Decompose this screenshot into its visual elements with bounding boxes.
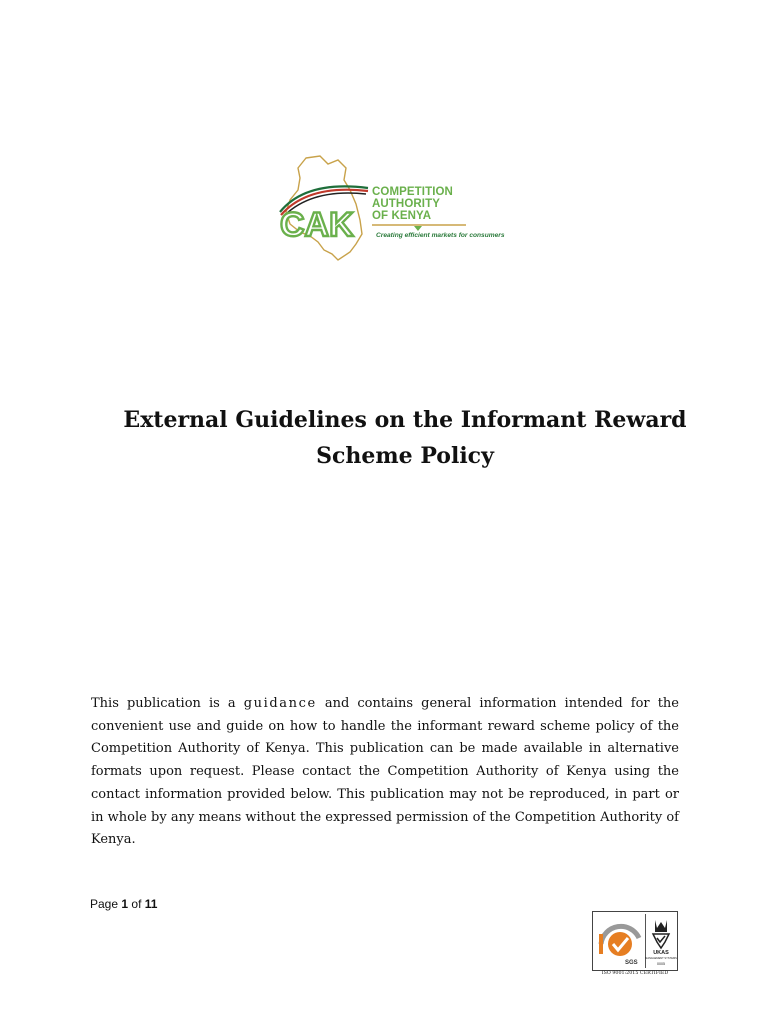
notice-part-1: This publication is a — [91, 696, 244, 711]
page-sep: of — [131, 897, 142, 911]
publication-notice — [91, 693, 679, 852]
sgs-label: SGS — [625, 960, 638, 966]
page-total: 11 — [144, 897, 158, 911]
ukas-crown-icon — [647, 914, 675, 968]
logo-line-competition: COMPETITION — [372, 186, 453, 198]
ukas-label: UKAS — [653, 950, 669, 956]
document-title — [120, 402, 690, 474]
iso-certification-badge — [592, 911, 678, 971]
page-current: 1 — [121, 897, 129, 911]
logo-line-of-kenya: OF KENYA — [372, 210, 432, 222]
ukas-sub: MANAGEMENT SYSTEMS — [645, 957, 677, 960]
notice-spaced-word: guidance — [243, 696, 317, 711]
logo-tagline: Creating efficient markets for consumers — [376, 232, 505, 239]
title-line-1: External Guidelines on the Informant Reward — [123, 407, 687, 433]
sgs-checkmark-icon — [595, 914, 646, 968]
logo-wordmark — [372, 186, 498, 222]
notice-part-2: and contains general information intended for the convenient use and guide on how to handle the informant reward scheme policy of the Competition Authority of Kenya. This publication can be made available in alternative formats upon request. Please contact the Competition Authority of Kenya using the contact information provided below. This publication may not be reproduced, in part or in whole by any means without the expressed permission of the Competition Authority of Kenya. — [91, 696, 679, 848]
balance-scale-icon — [372, 223, 466, 231]
logo-line-authority: AUTHORITY — [372, 198, 440, 210]
page-label: Page — [90, 897, 119, 911]
cak-logo — [276, 150, 505, 264]
logo-mark-letters: CAK — [280, 206, 354, 244]
page-number — [90, 897, 157, 911]
title-line-2: Scheme Policy — [316, 443, 494, 469]
ukas-code: 0005 — [657, 962, 665, 966]
kenya-map-icon — [276, 150, 376, 264]
certification-caption: ISO 9001:2015 CERTIFIED — [601, 971, 669, 976]
